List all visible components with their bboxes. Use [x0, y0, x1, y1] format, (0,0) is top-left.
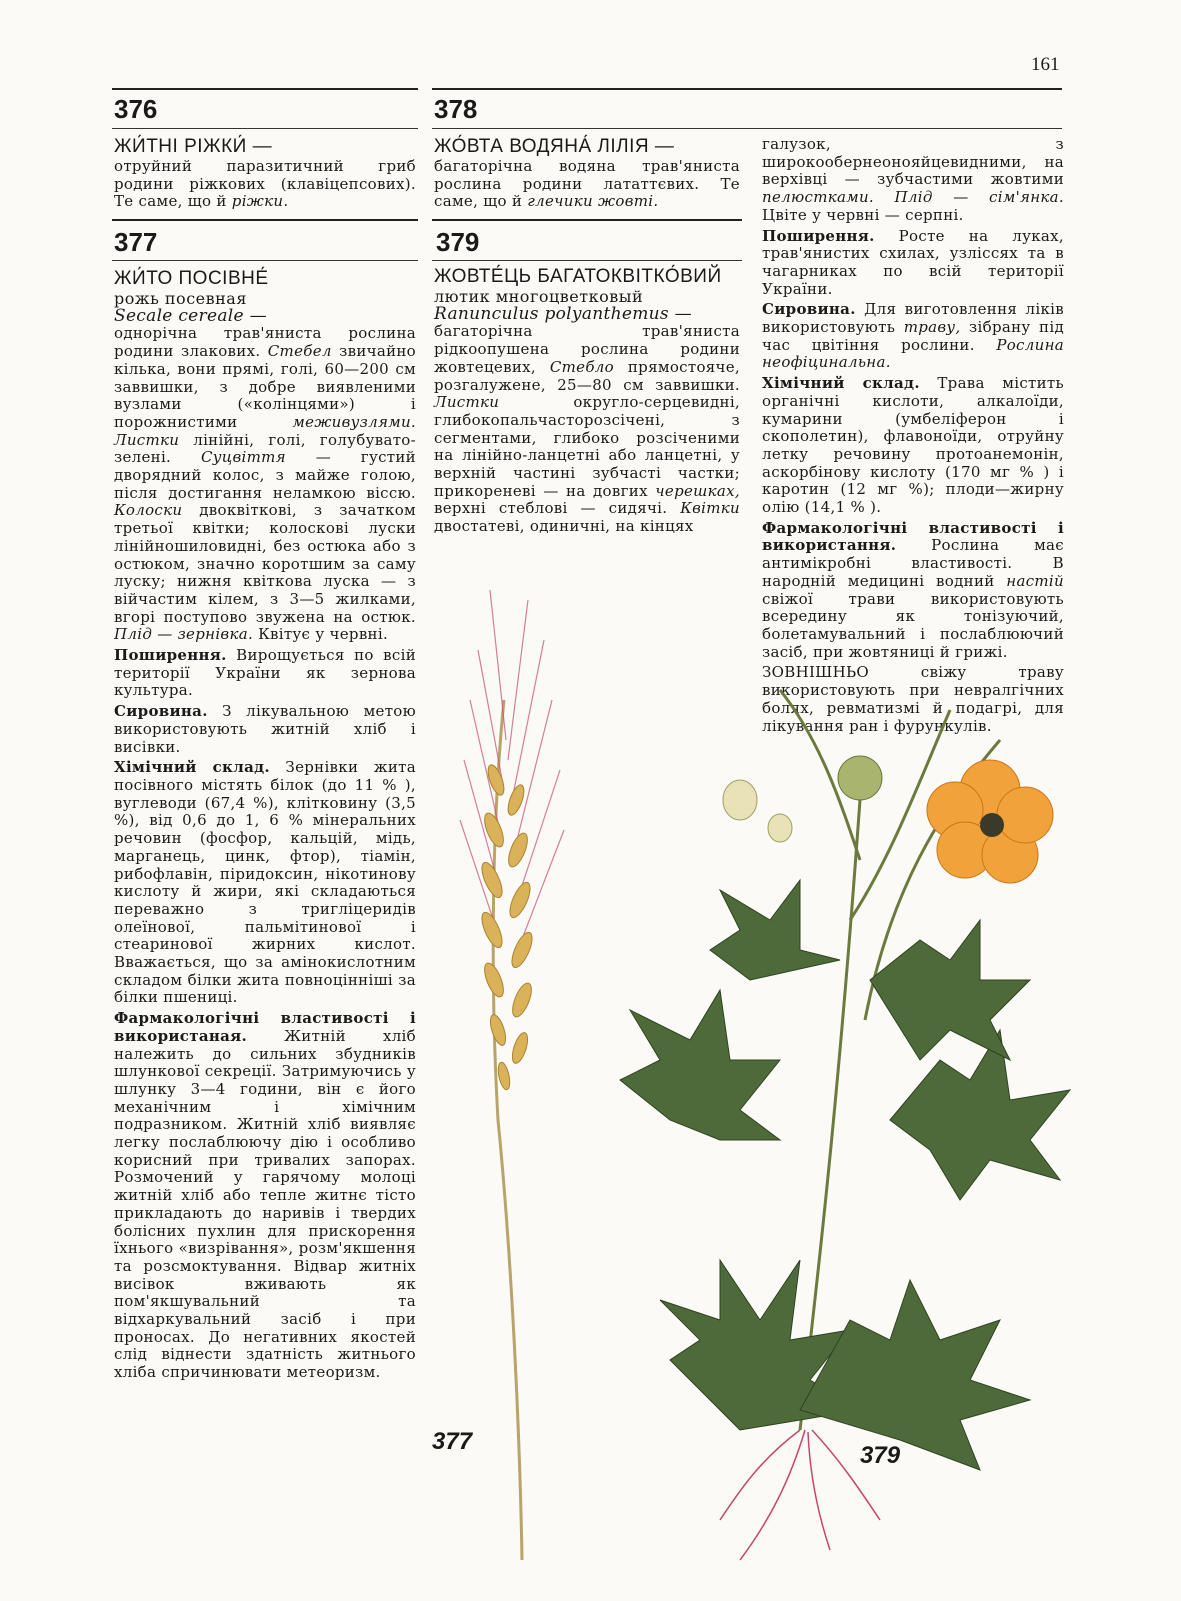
divider	[112, 219, 418, 221]
entry-number: 377	[114, 227, 158, 257]
divider	[432, 219, 742, 221]
rye-plant-figure	[460, 590, 564, 1560]
divider	[112, 260, 418, 261]
distribution: Поширення. Росте на луках, трав'янистих схилах, узліссях та в чагарниках по всій території України.	[762, 226, 1064, 298]
divider	[112, 128, 418, 129]
entry-description: отруйний паразитичний гриб родини ріжкових (клавіцепсових). Те саме, що й	[114, 157, 416, 211]
divider	[112, 88, 418, 90]
entry-title: ЖИ́ТО ПОСІВНЕ́	[114, 268, 269, 289]
figure-label-rye: 377	[432, 1428, 473, 1455]
cross-reference: ріжки.	[231, 192, 289, 211]
pharmacology: Фармакологічні властивості і використання. Рослина має антимікробні властивості. В народній медицині водний настій свіжої трави використовують всередину як тонізуючий, болетамувальний і послаблюючий засіб, при жовтяниці й грижі.	[762, 518, 1064, 661]
entry-title: ЖО́ВТА ВОДЯНА́ ЛІЛІЯ —	[434, 136, 675, 157]
entry-number: 379	[436, 227, 480, 257]
description: багаторічна трав'яниста рідкоопушена рослина родини жовтецевих, Стебло прямостояче, розгалужене, 25—80 см заввишки. Листки округло-серцевидні, глибокопальчасторозсічені, з сегментами, глибоко розсіченими на лінійно-ланцетні або ланцетні, у верхній частині зубчасті частки; прикореневі — на довгих черешках, верхні стеблові — сидячі. Квітки двостатеві, одиничні, на кінцях	[434, 322, 741, 536]
buttercup-plant-figure	[620, 690, 1070, 1560]
entry-376	[114, 136, 416, 214]
raw-material: Сировина. З лікувальною метою використовують житній хліб і висівки.	[114, 702, 416, 756]
botanical-illustration	[420, 560, 1160, 1600]
entry-377	[114, 268, 416, 1385]
entry-title: ЖОВТЕ́ЦЬ БАГАТОКВІТКО́ВИЙ	[434, 266, 722, 287]
cross-reference: глечики жовті.	[527, 192, 659, 211]
divider	[432, 260, 742, 261]
divider	[432, 128, 1062, 129]
entry-378	[434, 136, 740, 214]
description: однорічна трав'яниста рослина родини злакових. Стебел звичайно кілька, вони прямі, голі, 60—200 см заввишки, з добре виявленими вузлами («колінцями») і порожнистими меживузлями. Листки лінійні, голі, голубувато-зелені. Суцвіття — густий дворядний колос, з майже голою, після достигання неламкою віссю. Колоски двоквіткові, з зачатком третьої квітки; колоскові луски лінійношиловидні, без остюка або з остюком, значно коротшим за саму луску; нижня квіткова луска — з війчастим кілем, з 3—5 жилками, вгорі поступово звужена на остюк. Плід — зернівка. Квітує у червні.	[114, 324, 416, 644]
distribution: Поширення. Вирощується по всій території України як зернова культура.	[114, 646, 416, 700]
entry-title: ЖИ́ТНІ РІЖКИ́ —	[114, 136, 273, 157]
buttercup-flower	[927, 760, 1053, 883]
latin-name: Ranunculus polyanthemus —	[434, 303, 692, 324]
external-use: ЗОВНІШНЬО свіжу траву використовують при невралгічних болях, ревматизмі й подагрі, для лікування ран і фурункулів.	[762, 663, 1064, 735]
figure-label-buttercup: 379	[860, 1442, 901, 1469]
russian-name: лютик многоцветковый	[434, 287, 644, 306]
description-continued: галузок, з широкообернеонояйцевидними, на верхівці — зубчастими жовтими пелюстками. Плід — сім'янка. Цвіте у червні — серпні.	[762, 135, 1064, 224]
entry-379	[434, 266, 740, 539]
entry-description: багаторічна водяна трав'яниста рослина родини лататтєвих. Те саме, що й	[434, 157, 740, 211]
entry-number: 376	[114, 94, 158, 124]
entry-number: 378	[434, 94, 478, 124]
chemical-composition: Хімічний склад. Трава містить органічні кислоти, алкалоїди, кумарини (умбеліферон і скополетин), флавоноїди, отруйну летку речовину протоанемонін, аскорбінову кислоту (170 мг % ) і каротин (12 мг %); плоди—жирну олію (14,1 % ).	[762, 374, 1064, 517]
raw-material: Сировина. Для виготовлення ліків використовують траву, зібрану під час цвітіння рослини. Рослина неофіцинальна.	[762, 300, 1064, 372]
page-number: 161	[1031, 54, 1060, 75]
pharmacology: Фармакологічні властивості і використаная. Житній хліб належить до сильних збудників шлункової секреції. Затримуючись у шлунку 3—4 години, він є його механічним і хімічним подразником. Житній хліб виявляє легку послаблюючу дію і особливо корисний при тривалих запорах. Розмочений у гарячому молоці житній хліб або тепле житнє тісто прикладають до наривів і твердих болісних пухлин для прискорення їхнього «визрівання», розм'якшення та розсмоктування. Відвар житніх висівок вживають як пом'якшувальний та відхаркувальний засіб і при проносах. До негативних якостей слід віднести здатність житнього хліба спричинювати метеоризм.	[114, 1009, 416, 1382]
chemical-composition: Хімічний склад. Зернівки жита посівного містять білок (до 11 % ), вуглеводи (67,4 %), клітковину (3,5 %), від 0,6 до 1, 6 % мінеральних речовин (фосфор, кальцій, мідь, марганець, цинк, фтор), тіамін, рибофлавін, піридоксин, нікотинову кислоту й жири, які складаються переважно з тригліцеридів олеїнової, пальмітинової і стеаринової жирних кислот. Вважається, що за амінокислотним складом білки жита повноцінніші за білки пшениці.	[114, 758, 416, 1007]
divider	[432, 88, 1062, 90]
russian-name: рожь посевная	[114, 289, 247, 308]
latin-name: Secale cereale —	[114, 305, 267, 326]
